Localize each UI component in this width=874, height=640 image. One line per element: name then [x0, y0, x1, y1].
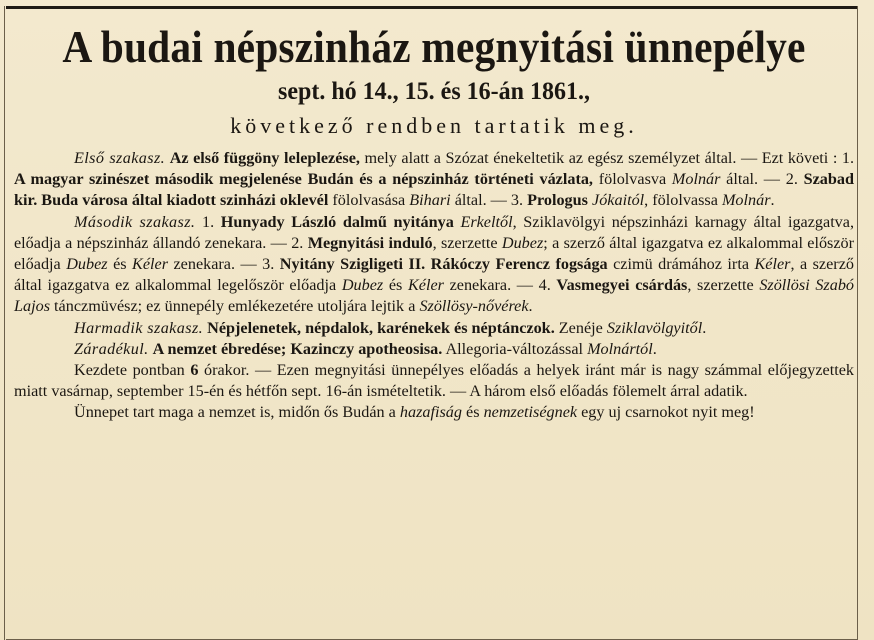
- person-name: Kéler: [754, 255, 791, 274]
- person-name: Kéler: [132, 255, 168, 274]
- text-run: czimü drámához irta: [607, 255, 755, 274]
- text-run: Kezdete pontban: [74, 361, 191, 380]
- program-item: Hunyady László dalmű nyitánya: [220, 212, 454, 231]
- start-time-notice: [14, 360, 854, 402]
- text-run: és: [383, 276, 408, 295]
- closing-notice: [14, 402, 854, 423]
- person-name: Szöllösi Szabó Lajos: [14, 276, 855, 316]
- dates-line: sept. hó 14., 15. és 16-án 1861.,: [277, 78, 590, 105]
- article-body: [14, 148, 854, 424]
- text-run: Zenéje: [554, 318, 607, 337]
- text-run: órakor. — Ezen megnyitási ünnepélyes előadás a helyek iránt már is nagy számmal előjegyzettek miatt vasárnap, september 15-én és hétfőn sept. 16-án ismételtetik. — A három első előadás fölemelt árral adatik.: [14, 361, 854, 401]
- section-label: Harmadik szakasz.: [74, 318, 204, 337]
- text-run: ; a szerző által igazgatva ez alkalommal először előadja: [14, 233, 855, 274]
- text-run: .: [770, 191, 775, 210]
- person-name: Dubez: [341, 276, 384, 295]
- person-name: Sziklavölgyitől: [606, 318, 703, 337]
- text-run: .: [528, 297, 533, 316]
- text-run: és: [462, 403, 484, 422]
- program-item: Szabad kir. Buda városa által kiadott szinházi oklevél: [14, 170, 854, 210]
- text-run: és: [107, 255, 133, 274]
- program-item: A nemzet ébredése; Kazinczy apotheosisa.: [152, 339, 443, 358]
- program-item: Népjelenetek, népdalok, karénekek és néptánczok.: [207, 318, 555, 337]
- text-run: Ünnepet tart maga a nemzet is, midőn ős Budán a: [74, 403, 400, 422]
- person-name: Molnár: [721, 191, 771, 210]
- text-run: Allegoria-változással: [442, 339, 588, 358]
- text-run: , szerzette: [687, 276, 760, 295]
- person-name: Dubez: [501, 233, 544, 252]
- left-border: [4, 6, 5, 640]
- text-run: által. — 3.: [450, 191, 528, 210]
- text-run: mely alatt a Szózat énekeltetik az egész személyzet által. — Ezt követi : 1.: [359, 149, 855, 167]
- person-name: Kéler: [407, 276, 444, 295]
- section-third: [14, 318, 854, 339]
- person-name: Molnár: [671, 170, 721, 189]
- emphasis: hazafiság: [399, 403, 462, 422]
- person-name: Dubez: [66, 255, 108, 274]
- text-run: .: [652, 339, 657, 358]
- text-run: tánczmüvész; ez ünnepély emlékezetére utoljára lejtik a: [50, 297, 420, 316]
- program-item: Az első függöny leleplezése,: [169, 149, 360, 167]
- program-item: Vasmegyei csárdás: [556, 276, 688, 295]
- section-second: [14, 212, 854, 318]
- text-run: , a szerző által igazgatva ez alkalommal legelőször előadja: [14, 255, 854, 295]
- person-name: Erkeltől: [460, 212, 513, 231]
- text-run: egy uj csarnokot nyit meg!: [577, 403, 755, 422]
- program-item: Prologus: [527, 191, 588, 210]
- program-item: Megnyitási induló: [307, 233, 433, 252]
- emphasis: nemzetiségnek: [483, 403, 578, 422]
- person-name: Bihari: [409, 191, 451, 210]
- section-label: Első szakasz.: [74, 149, 166, 167]
- headline: A budai népszinház megnyitási ünnepélye: [62, 21, 806, 72]
- section-closing: [14, 339, 854, 360]
- program-item: Nyitány Szigligeti II. Rákóczy Ferencz fogsága: [279, 255, 608, 274]
- section-label: Záradékul.: [74, 339, 149, 358]
- text-run: , Sziklavölgyi népszinházi karnagy által igazgatva, előadja a népszinház állandó zenekara. — 2.: [14, 212, 855, 252]
- text-run: fölolvasva: [592, 170, 672, 189]
- section-first: [14, 148, 854, 212]
- intro-line: következő rendben tartatik meg.: [230, 113, 638, 138]
- text-run: fölolvasása: [328, 191, 410, 210]
- text-run: .: [702, 318, 707, 337]
- text-run: , szerzette: [432, 233, 502, 252]
- person-name: Jókaitól: [592, 191, 645, 210]
- person-name: Molnártól: [587, 339, 653, 358]
- text-run: , fölolvassa: [644, 191, 722, 210]
- person-name: Szöllösy-nővérek: [419, 297, 529, 316]
- section-label: Második szakasz.: [74, 212, 196, 231]
- start-hour: 6: [190, 361, 199, 380]
- text-run: zenekara. — 3.: [168, 255, 280, 274]
- text-run: 1.: [195, 212, 221, 231]
- text-run: által. — 2.: [720, 170, 804, 189]
- right-border: [857, 6, 858, 640]
- text-run: zenekara. — 4.: [443, 276, 557, 295]
- program-item: A magyar szinészet második megjelenése Budán és a népszinház történeti vázlata,: [14, 170, 593, 189]
